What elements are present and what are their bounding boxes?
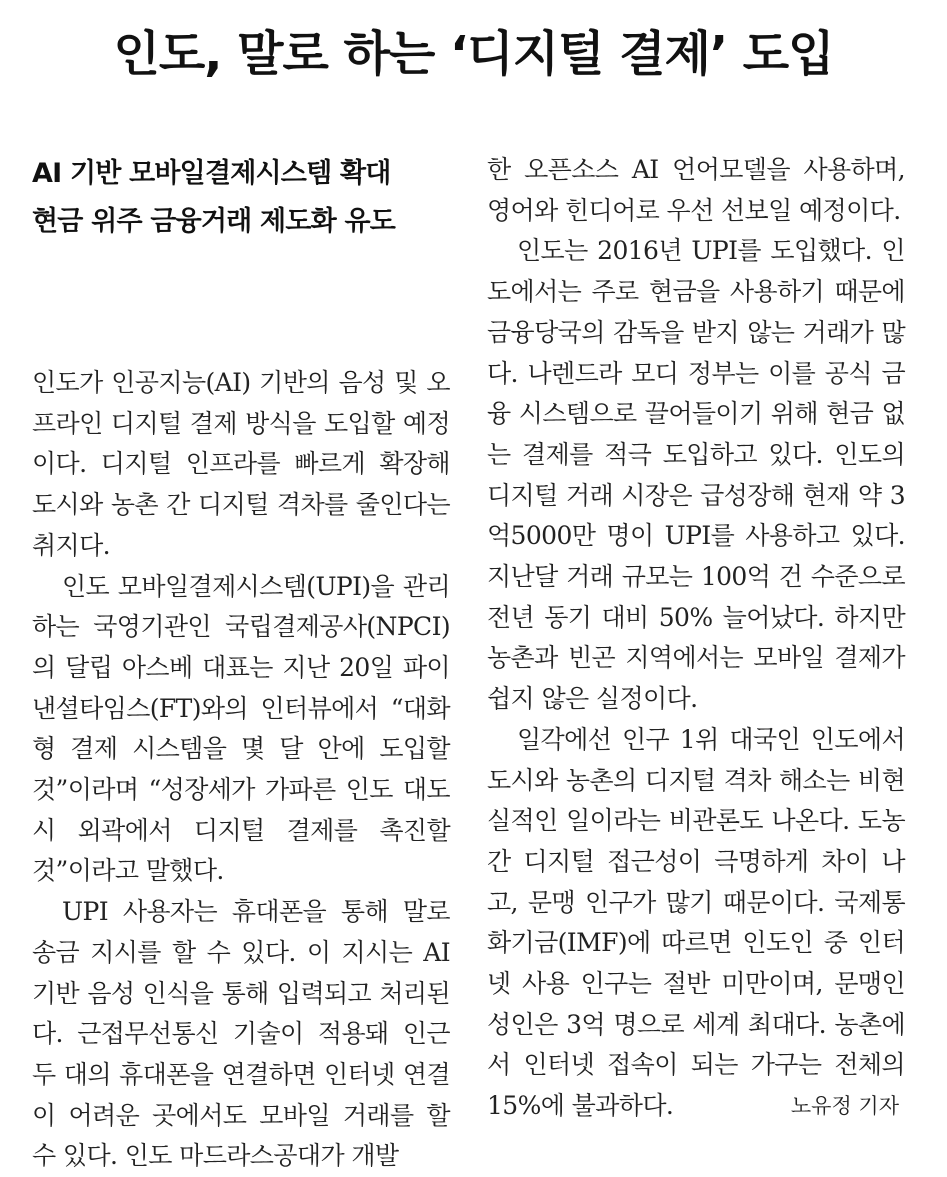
body-paragraph: 한 오픈소스 AI 언어모델을 사용하며, 영어와 힌디어로 우선 선보일 예정이다. bbox=[487, 155, 905, 225]
subheadline-line-2: 현금 위주 금융거래 제도화 유도 bbox=[32, 206, 396, 237]
subheadline-line-1: AI 기반 모바일결제시스템 확대 bbox=[32, 158, 391, 189]
body-paragraph: 인도는 2016년 UPI를 도입했다. 인도에서는 주로 현금을 사용하기 때문에 금융당국의 감독을 받지 않는 거래가 많다. 나렌드라 모디 정부는 이를 공식 금융 시스템으로 끌어들이기 위해 현금 없는 결제를 적극 도입하고 있다. 인도의 디지털 거래 시장은 급성장해 현재 약 3억5000만 명이 UPI를 사용하고 있다. 지난달 거래 규모는 100억 건 수준으로 전년 동기 대비 50% 늘어났다. 하지만 농촌과 빈곤 지역에서는 모바일 결제가 쉽지 않은 실정이다. bbox=[487, 236, 905, 714]
body-paragraph-last bbox=[487, 720, 905, 1127]
body-paragraph: 인도가 인공지능(AI) 기반의 음성 및 오프라인 디지털 결제 방식을 도입할 예정이다. 디지털 인프라를 빠르게 확장해 도시와 농촌 간 디지털 격차를 줄인다는 취지다. bbox=[32, 368, 450, 560]
article-subheadline bbox=[32, 150, 450, 246]
article-column-right bbox=[487, 150, 905, 1127]
body-paragraph: UPI 사용자는 휴대폰을 통해 말로 송금 지시를 할 수 있다. 이 지시는 AI 기반 음성 인식을 통해 입력되고 처리된다. 근접무선통신 기술이 적용돼 인근 두 대의 휴대폰을 연결하면 인터넷 연결이 어려운 곳에서도 모바일 거래를 할 수 있다. 인도 마드라스공대가 개발 bbox=[32, 897, 450, 1171]
article-headline: 인도, 말로 하는 ‘디지털 결제’ 도입 bbox=[113, 26, 834, 82]
body-paragraph-text: 일각에선 인구 1위 대국인 인도에서 도시와 농촌의 디지털 격차 해소는 비현실적인 일이라는 비관론도 나온다. 도농 간 디지털 접근성이 극명하게 차이 나고, 문맹 인구가 많기 때문이다. 국제통화기금(IMF)에 따르면 인도인 중 인터넷 사용 인구는 절반 미만이며, 문맹인 성인은 3억 명으로 세계 최대다. 농촌에서 인터넷 접속이 되는 가구는 전체의 15%에 불과하다. bbox=[487, 724, 905, 1121]
reporter-byline: 노유정 기자 bbox=[790, 1094, 899, 1119]
article-column-left bbox=[32, 150, 450, 1177]
body-paragraph: 인도 모바일결제시스템(UPI)을 관리하는 국영기관인 국립결제공사(NPCI)의 달립 아스베 대표는 지난 20일 파이낸셜타임스(FT)와의 인터뷰에서 “대화형 결제 시스템을 몇 달 안에 도입할 것”이라며 “성장세가 가파른 인도 대도시 외곽에서 디지털 결제를 촉진할 것”이라고 말했다. bbox=[32, 571, 450, 886]
